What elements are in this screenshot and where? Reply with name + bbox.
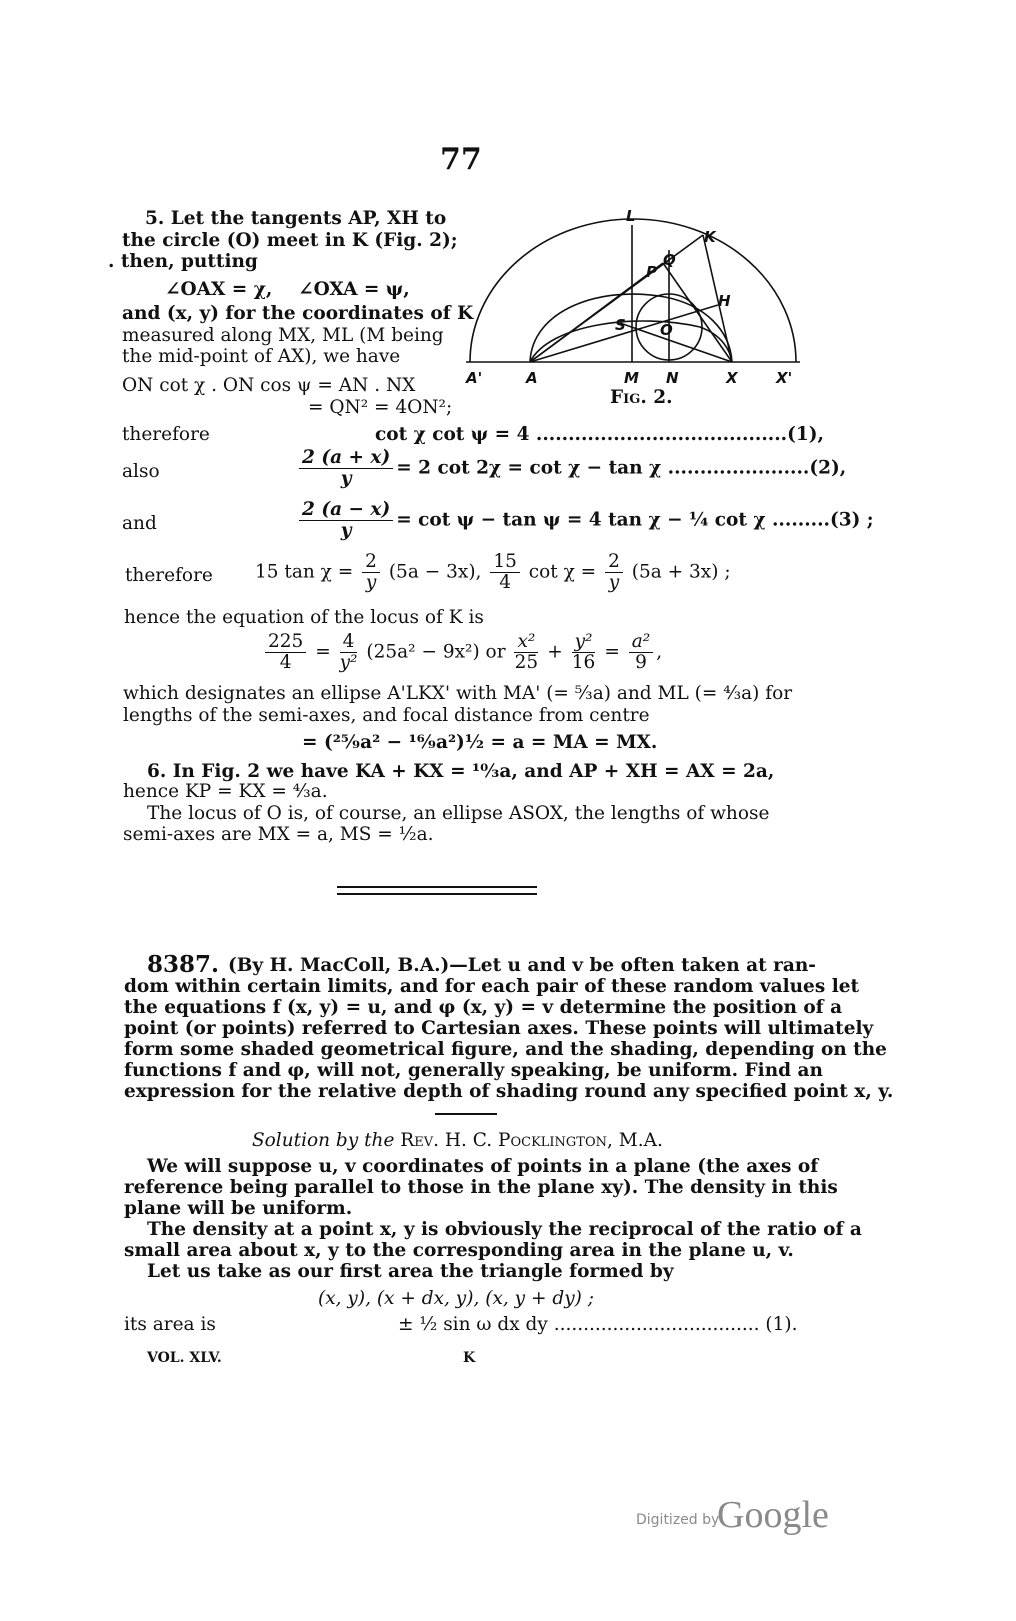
- label-p: P: [646, 263, 657, 281]
- s5-line-1: 5. Let the tangents AP, XH to: [145, 208, 447, 229]
- figure-2: [460, 205, 815, 410]
- label-n: N: [666, 369, 679, 387]
- q-line-2: dom within certain limits, and for each pair of these random values let: [124, 976, 860, 997]
- label-m: M: [624, 369, 639, 387]
- which-line-2: lengths of the semi-axes, and focal distance from centre: [123, 705, 650, 726]
- signature-mark: K: [463, 1350, 476, 1366]
- line-sx: [620, 323, 732, 362]
- eq2-fraction: $\frac{2 (a + x)}{y}$: [299, 448, 393, 489]
- sol-line-8b: ± ½ sin ω dx dy ................................... (1).: [398, 1314, 798, 1335]
- sol-line-5: small area about x, y to the corresponding area in the plane u, v.: [124, 1240, 794, 1261]
- question-number: 8387.: [147, 951, 220, 978]
- figure-caption: Fig. 2.: [610, 387, 673, 408]
- q-line-3: the equations f (x, y) = u, and φ (x, y) = v determine the position of a: [124, 997, 843, 1018]
- label-q: Q: [663, 251, 676, 269]
- s5-line-2: the circle (O) meet in K (Fig. 2);: [122, 230, 458, 251]
- which-line-1: which designates an ellipse A'LKX' with MA' (= ⁵⁄₃a) and ML (= ⁴⁄₃a) for: [123, 683, 793, 704]
- volume-mark: VOL. XLV.: [147, 1350, 222, 1366]
- s5-line-8: ON cot χ . ON cos ψ = AN . NX: [122, 375, 416, 396]
- figure-2-diagram: [460, 205, 815, 410]
- eq3-fraction: $\frac{2 (a - x)}{y}$: [299, 500, 393, 541]
- q-line-6: functions f and φ, will not, generally speaking, be uniform. Find an: [124, 1060, 823, 1081]
- line-px: [663, 263, 732, 362]
- label-h: H: [718, 292, 731, 310]
- q-line-4: point (or points) referred to Cartesian axes. These points will ultimately: [124, 1018, 874, 1039]
- equation-2: [296, 448, 846, 489]
- equation-1: cot χ cot ψ = 4 .......................................(1),: [375, 424, 824, 445]
- sol-line-7: (x, y), (x + dx, y), (x, y + dy) ;: [318, 1288, 594, 1309]
- label-therefore-2: therefore: [125, 565, 213, 586]
- s5-line-3: . then, putting: [108, 251, 258, 272]
- s6-line-3: The locus of O is, of course, an ellipse ASOX, the lengths of whose: [147, 803, 770, 824]
- equation-4: 15 tan χ = $\frac{2}{y}$ (5a − 3x), $\frac{15}{4}$ cot χ = $\frac{2}{y}$ (5a + 3x) ;: [255, 551, 731, 593]
- label-o: O: [660, 321, 673, 339]
- label-a: A: [526, 369, 538, 387]
- equation-3: [296, 500, 874, 541]
- ellipse-outer: [470, 219, 796, 362]
- s5-line-9: = QN² = 4ON²;: [308, 397, 453, 418]
- q-line-7: expression for the relative depth of shading round any specified point x, y.: [124, 1081, 894, 1102]
- solution-rule: [435, 1113, 497, 1115]
- google-logo: Google: [717, 1494, 829, 1536]
- label-l: L: [626, 207, 636, 225]
- focal-distance: = (²⁵⁄₉a² − ¹⁶⁄₉a²)½ = a = MA = MX.: [302, 732, 658, 753]
- s5-line-4: ∠OAX = χ, ∠OXA = ψ,: [165, 279, 410, 300]
- s6-line-2: hence KP = KX = ⁴⁄₃a.: [123, 781, 328, 802]
- s5-line-6: measured along MX, ML (M being: [122, 325, 444, 346]
- eq2-rest: = 2 cot 2χ = cot χ − tan χ ......................(2),: [396, 457, 847, 479]
- label-k: K: [704, 228, 716, 246]
- sol-line-4: The density at a point x, y is obviously the reciprocal of the ratio of a: [147, 1219, 862, 1240]
- label-a-prime: A': [466, 369, 483, 387]
- label-s: S: [615, 316, 626, 334]
- page-number: 77: [440, 142, 482, 177]
- sol-line-1: We will suppose u, v coordinates of points in a plane (the axes of: [147, 1156, 819, 1177]
- s6-line-4: semi-axes are MX = a, MS = ½a.: [123, 824, 434, 845]
- sol-line-3: plane will be uniform.: [124, 1198, 353, 1219]
- q-line-1: (By H. MacColl, B.A.)—Let u and v be often taken at ran-: [228, 955, 816, 976]
- q-line-5: form some shaded geometrical figure, and the shading, depending on the: [124, 1039, 887, 1060]
- label-also: also: [122, 461, 160, 482]
- s6-line-1: 6. In Fig. 2 we have KA + KX = ¹⁰⁄₃a, and AP + XH = AX = 2a,: [147, 761, 775, 782]
- sol-line-6: Let us take as our first area the triangle formed by: [147, 1261, 674, 1282]
- sol-line-8a: its area is: [124, 1314, 216, 1335]
- eq3-rest: = cot ψ − tan ψ = 4 tan χ − ¼ cot χ .........(3) ;: [396, 509, 874, 531]
- label-therefore-1: therefore: [122, 424, 210, 445]
- separator-rule-bottom: [337, 893, 537, 895]
- label-x: X: [726, 369, 738, 387]
- digitized-label: Digitized by: [636, 1512, 720, 1528]
- s5-line-7: the mid-point of AX), we have: [122, 346, 401, 367]
- sol-line-2: reference being parallel to those in the plane xy). The density in this: [124, 1177, 838, 1198]
- separator-rule-top: [337, 886, 537, 888]
- s5-line-5: and (x, y) for the coordinates of K: [122, 303, 474, 324]
- label-x-prime: X': [776, 369, 793, 387]
- solution-byline: Solution by the Rev. H. C. Pocklington, M.A.: [252, 1130, 663, 1151]
- label-and: and: [122, 513, 157, 534]
- equation-5: $\frac{225}{4}$ = $\frac{4}{\text{y²}}$ (25a² − 9x²) or $\frac{\text{x²}}{25}$ + $\frac{\text{y²}}{16}$ = $\frac{\text{a²}}{9}$ ,: [262, 632, 662, 673]
- hence-line: hence the equation of the locus of K is: [124, 607, 484, 628]
